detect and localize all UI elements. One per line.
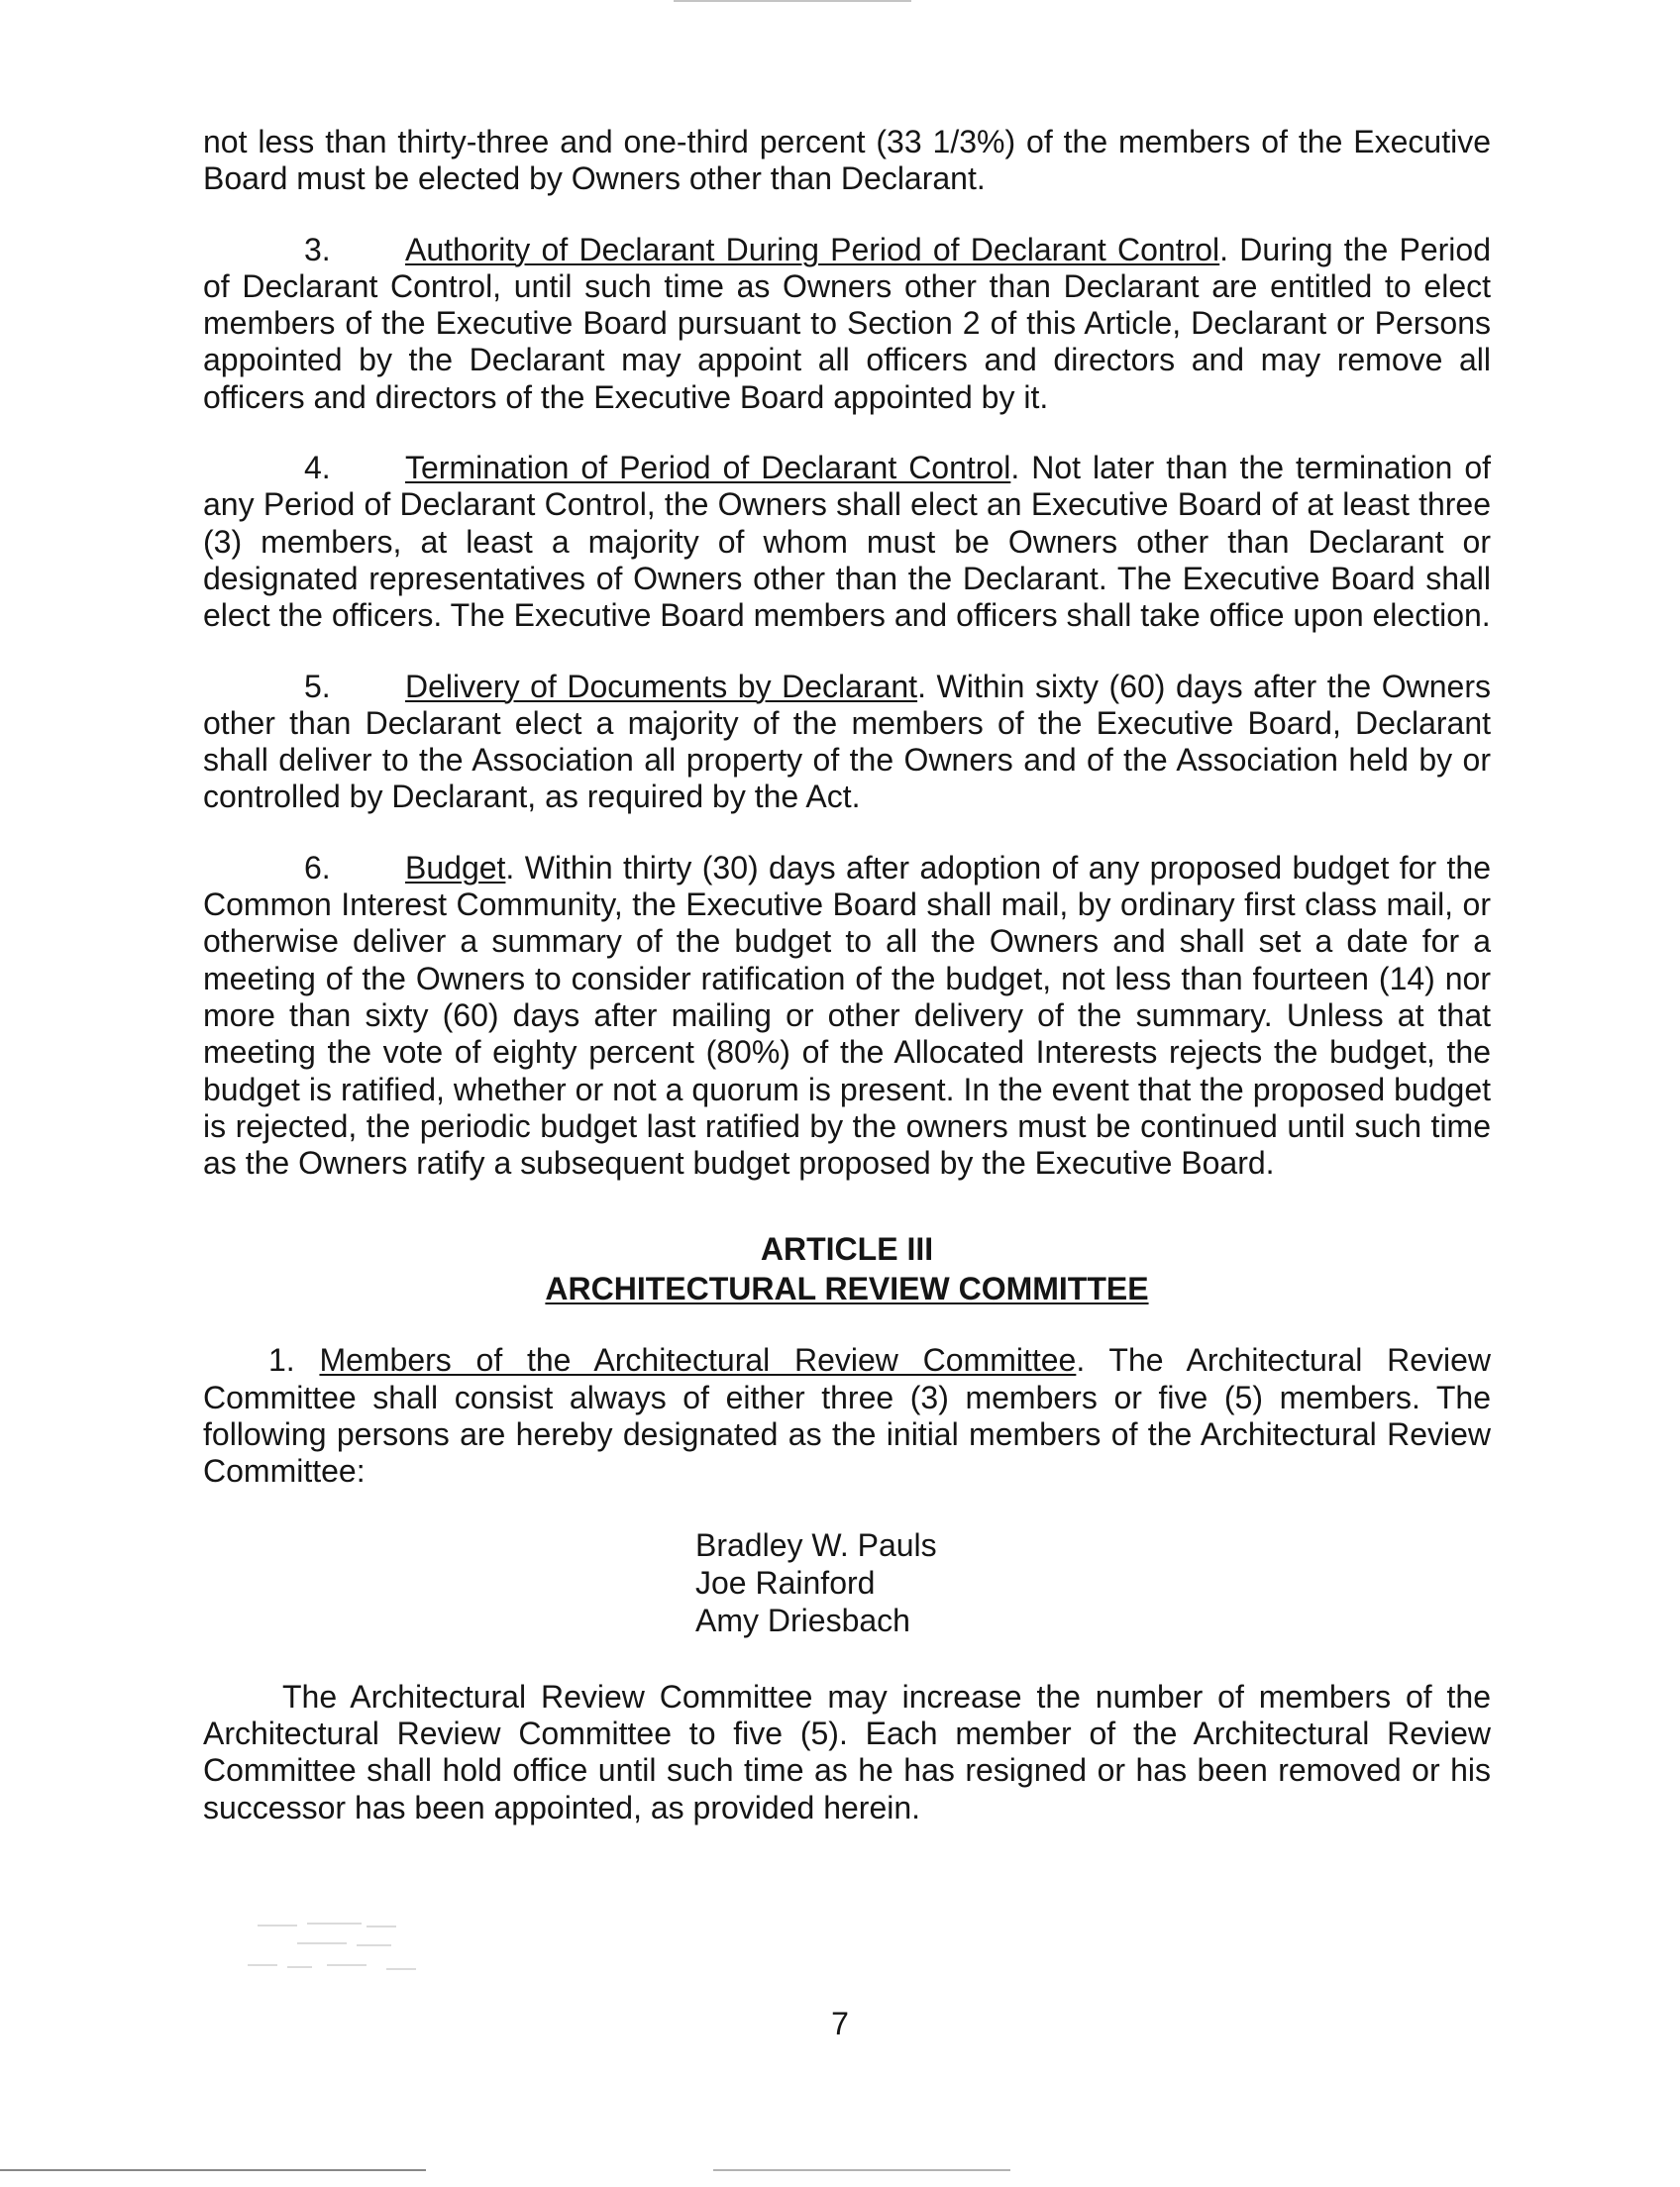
section-5-heading: Delivery of Documents by Declarant	[405, 668, 918, 704]
article-title: ARTICLE III	[760, 1231, 934, 1268]
section-5-paragraph	[203, 669, 1491, 816]
section-5-text: . Within sixty (60) days after the Owners other than Declarant elect a majority of the members of the Executive Board, Declarant shall deliver to the Association all property of the Owners and of the Association held by or controlled by Declarant, as required by the Act.	[203, 668, 1492, 815]
member-name: Amy Driesbach	[695, 1602, 910, 1638]
section-3-paragraph	[203, 232, 1491, 416]
member-list	[203, 1526, 1491, 1639]
scan-artifact-top	[674, 0, 911, 2]
article-subtitle: ARCHITECTURAL REVIEW COMMITTEE	[545, 1271, 1149, 1307]
section-3-heading: Authority of Declarant During Period of Declarant Control	[405, 231, 1220, 267]
article-section-1-number: 1.	[268, 1342, 295, 1379]
section-6-number: 6.	[304, 849, 331, 885]
section-6-paragraph	[203, 850, 1491, 1183]
section-4-number: 4.	[304, 450, 331, 486]
member-name: Bradley W. Pauls	[695, 1526, 937, 1563]
closing-paragraph: The Architectural Review Committee may increase the number of members of the Architectural Review Committee to five (5). Each member of the Architectural Review Committee shall hold office until such time as he has resigned or has been removed or his successor has been appointed, as provided herein.	[203, 1678, 1491, 1825]
section-6-text: . Within thirty (30) days after adoption of any proposed budget for the Common Interest Community, the Executive Board shall mail, by ordinary first class mail, or otherwise deliver a summary of the budget to all the Owners and shall set a date for a meeting of the Owners to consider ratification of the budget, not less than fourteen (14) nor more than sixty (60) days after mailing or other delivery of the summary. Unless at that meeting the vote of eighty percent (80%) of the Allocated Interests rejects the budget, the budget is ratified, whether or not a quorum is present. In the event that the proposed budget is rejected, the periodic budget last ratified by the owners must be continued until such time as the Owners ratify a subsequent budget proposed by the Executive Board.	[203, 849, 1491, 1182]
section-5-number: 5.	[304, 668, 331, 704]
scan-artifact-bottom-left	[0, 2169, 426, 2171]
section-4-heading: Termination of Period of Declarant Control	[405, 450, 1011, 486]
page-number: 7	[831, 2006, 849, 2041]
document-body	[203, 124, 1491, 1826]
intro-paragraph: not less than thirty-three and one-third percent (33 1/3%) of the members of the Executive Board must be elected by Owners other than Declarant.	[203, 124, 1491, 197]
scan-artifact-bottom-mid	[713, 2169, 1010, 2171]
section-3-text: . During the Period of Declarant Control, until such time as Owners other than Declarant are entitled to elect members of the Executive Board pursuant to Section 2 of this Article, Declarant or Persons appointed by the Declarant may appoint all officers and directors and may remove all officers and directors of the Executive Board appointed by it.	[203, 231, 1492, 415]
article-heading	[203, 1229, 1491, 1308]
article-section-1-text: . The Architectural Review Committee shall consist always of either three (3) members or five (5) members. The following persons are hereby designated as the initial members of the Architectural Review Committee:	[203, 1342, 1492, 1490]
member-name: Joe Rainford	[695, 1564, 876, 1601]
section-4-text: . Not later than the termination of any Period of Declarant Control, the Owners shall elect an Executive Board of at least three (3) members, at least a majority of whom must be Owners other than Declarant or designated representatives of Owners other than the Declarant. The Executive Board shall elect the officers. The Executive Board members and officers shall take office upon election.	[203, 450, 1492, 634]
section-6-heading: Budget	[405, 849, 506, 885]
section-3-number: 3.	[304, 231, 331, 267]
scan-smudge	[238, 1917, 535, 1996]
article-section-1-paragraph	[203, 1342, 1491, 1490]
section-4-paragraph	[203, 450, 1491, 634]
article-section-1-heading: Members of the Architectural Review Committee	[319, 1342, 1077, 1379]
